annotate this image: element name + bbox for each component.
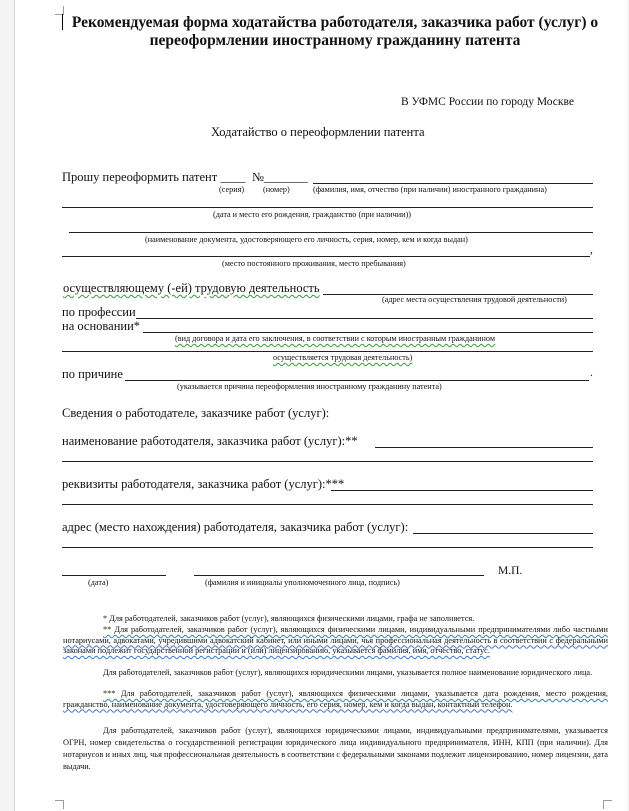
activity-label: осуществляющему (-ей) трудовую деятельность	[63, 281, 320, 295]
residence-line[interactable]	[62, 256, 590, 257]
caption-contract-2: осуществляется трудовая деятельность)	[273, 353, 413, 362]
footnote-2: ** Для работодателей, заказчиков работ (услуг), являющихся физическими лицами, индивидуальными предпринимателями либо частными нотариусами, адвокатами, учредившими адвокатский кабинет, или иными лицами, чья профессиональная деятельность в соответствии с федеральными законами подлежит государственной регистрации и (или) лицензированию, указывается фамилия, имя, отчество, статус.	[63, 625, 608, 656]
employer-name-line-2[interactable]	[62, 461, 593, 462]
comma: ,	[590, 244, 593, 256]
id-doc-line[interactable]	[69, 232, 593, 233]
caption-number: (номер)	[263, 185, 290, 194]
document-page	[14, 0, 627, 811]
caption-contract: (вид договора и дата его заключения, в соответствии с которым иностранным гражданином	[175, 334, 496, 343]
footnote-4: *** Для работодателей, заказчиков работ (услуг), являющихся физическими лицами, указывается дата рождения, место рождения, гражданство, наименование документа, удостоверяющего личность, его серия, номер, кем и когда выдан, контактный телефон.	[63, 689, 608, 709]
address-label: адрес (место нахождения) работодателя, заказчика работ (услуг):	[62, 520, 409, 534]
footnote-3: Для работодателей, заказчиков работ (услуг), являющихся юридическими лицами, указывается полное наименование юридического лица.	[103, 668, 593, 677]
period: .	[590, 367, 593, 379]
basis-label: на основании*	[62, 319, 141, 333]
fio-line[interactable]	[313, 183, 593, 184]
caption-signatory: (фамилия и инициалы уполномоченного лица, подпись)	[205, 578, 400, 587]
requisites-label: реквизиты работодателя, заказчика работ (услуг):***	[62, 477, 345, 491]
document-heading: Ходатайство о переоформлении патента	[211, 125, 425, 139]
employer-name-line[interactable]	[375, 447, 593, 448]
address-line[interactable]	[413, 533, 593, 534]
basis-line[interactable]	[143, 332, 593, 333]
contract-line[interactable]	[62, 351, 593, 352]
reason-line[interactable]	[125, 380, 589, 381]
employer-info-heading: Сведения о работодателе, заказчике работ (услуг):	[62, 406, 330, 420]
caption-date: (дата)	[88, 578, 109, 587]
footnote-5: Для работодателей, заказчиков работ (услуг), являющихся юридическими лицами, индивидуальными предпринимателями, указывается ОГРН, номер свидетельства о государственной регистрации юридического лица индивидуального предпринимателя, ИНН, КПП (при наличии). Для нотариусов и иных лиц, чья профессиональная деятельность в соответствии с федеральными законами подлежит лицензированию, номер лицензии, дата выдачи.	[63, 726, 608, 771]
birth-line[interactable]	[62, 207, 593, 208]
caption-residence: (место постоянного проживания, место пребывания)	[222, 259, 406, 268]
requisites-line-2[interactable]	[62, 504, 593, 505]
date-line[interactable]	[62, 575, 166, 576]
profession-line[interactable]	[136, 318, 593, 319]
stamp-placeholder: М.П.	[498, 565, 523, 577]
employer-name-label: наименование работодателя, заказчика работ (услуг):**	[62, 434, 358, 448]
caption-birth: (дата и место его рождения, гражданство (при наличии))	[213, 210, 411, 219]
request-prefix: Прошу переоформить патент ____	[62, 170, 246, 184]
caption-id-doc: (наименование документа, удостоверяющего его личность, серия, номер, кем и когда выдан)	[145, 235, 468, 244]
request-number: №_______	[252, 170, 308, 184]
addressee: В УФМС России по городу Москве	[401, 96, 574, 108]
margin-corner-mark	[55, 800, 64, 809]
margin-corner-mark	[603, 800, 612, 809]
reason-label: по причине	[62, 367, 123, 381]
caption-work-address: (адрес места осуществления трудовой деятельности)	[382, 295, 567, 304]
caption-series: (серия)	[219, 185, 245, 194]
address-line-2[interactable]	[62, 547, 593, 548]
signature-line[interactable]	[194, 575, 484, 576]
footnote-1: * Для работодателей, заказчиков работ (услуг), являющихся физическими лицами, графа не заполняется.	[103, 614, 475, 623]
requisites-line[interactable]	[331, 490, 593, 491]
page-title: Рекомендуемая форма ходатайства работодателя, заказчика работ (услуг) о переоформлении иностранному гражданину патента	[71, 14, 599, 49]
profession-label: по профессии	[62, 305, 136, 319]
caption-fio: (фамилия, имя, отчество (при наличии) иностранного гражданина)	[313, 185, 547, 194]
caption-reason: (указывается причина переоформления иностранному гражданину патента)	[177, 382, 442, 391]
